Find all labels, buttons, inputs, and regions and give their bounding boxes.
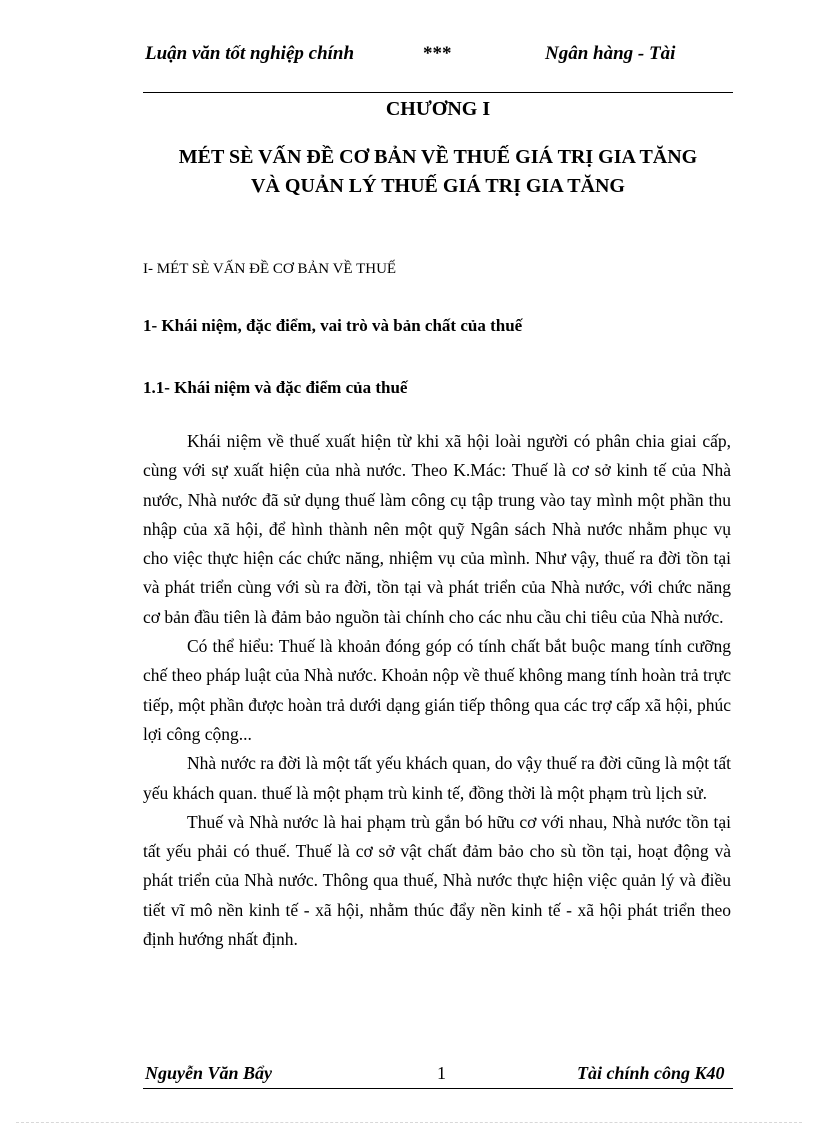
chapter-title-line-1: MÉT SÈ VẤN ĐỀ CƠ BẢN VỀ THUẾ GIÁ TRỊ GIA TĂNG: [178, 146, 698, 168]
paragraph: Khái niệm về thuế xuất hiện từ khi xã hội loài người có phân chia giai cấp, cùng với sự xuất hiện của nhà nước. Theo K.Mác: Thuế là cơ sở kinh tế của Nhà nước, Nhà nước đã sử dụng thuế làm công cụ tập trung vào tay mình một phần thu nhập của xã hội, để hình thành nên một quỹ Ngân sách Nhà nước nhằm phục vụ cho việc thực hiện các chức năng, nhiệm vụ của mình. Như vậy, thuế ra đời tồn tại và phát triển cùng với sù ra đời, tồn tại và phát triển của Nhà nước, với chức năng cơ bản đầu tiên là đảm bảo nguồn tài chính cho các nhu cầu chi tiêu của Nhà nước.: [143, 431, 731, 627]
section-heading-1-1-1: 1.1- Khái niệm và đặc điểm của thuế: [143, 378, 408, 397]
paragraph: Thuế và Nhà nước là hai phạm trù gắn bó hữu cơ với nhau, Nhà nước tồn tại tất yếu phải có thuế. Thuế là cơ sở vật chất đảm bảo cho sù tồn tại, hoạt động và phát triển của Nhà nước. Thông qua thuế, Nhà nước thực hiện việc quản lý và điều tiết vĩ mô nền kinh tế - xã hội, nhằm thúc đẩy nền kinh tế - xã hội phát triển theo định hướng nhất định.: [143, 811, 731, 950]
footer-author: Nguyễn Văn Bẩy: [145, 1063, 273, 1083]
header-thesis-label: Luận văn tốt nghiệp chính: [145, 43, 355, 64]
section-heading-1: I- MÉT SÈ VẤN ĐỀ CƠ BẢN VỀ THUẾ: [143, 261, 397, 277]
section-heading-1-1: 1- Khái niệm, đặc điểm, vai trò và bản chất của thuế: [143, 316, 523, 335]
header-department: Ngân hàng - Tài: [545, 43, 676, 64]
chapter-title: [143, 143, 733, 201]
paragraph: Có thể hiểu: Thuế là khoản đóng góp có tính chất bắt buộc mang tính cưỡng chế theo pháp luật của Nhà nước. Khoản nộp về thuế không mang tính hoàn trả trực tiếp, một phần được hoàn trả dưới dạng gián tiếp thông qua các trợ cấp xã hội, phúc lợi công cộng...: [143, 636, 731, 744]
header-rule: [143, 92, 733, 93]
chapter-heading: CHƯƠNG I: [385, 98, 491, 120]
paragraph: Nhà nước ra đời là một tất yếu khách quan, do vậy thuế ra đời cũng là một tất yếu khách quan. thuế là một phạm trù kinh tế, đồng thời là một phạm trù lịch sử.: [143, 753, 731, 803]
footer-class: Tài chính công K40: [577, 1063, 725, 1083]
body-text: [143, 427, 731, 954]
chapter-title-line-2: VÀ QUẢN LÝ THUẾ GIÁ TRỊ GIA TĂNG: [251, 175, 625, 197]
header-separator: ***: [423, 43, 452, 64]
page-number: 1: [437, 1063, 446, 1083]
footer-rule: [143, 1088, 733, 1089]
